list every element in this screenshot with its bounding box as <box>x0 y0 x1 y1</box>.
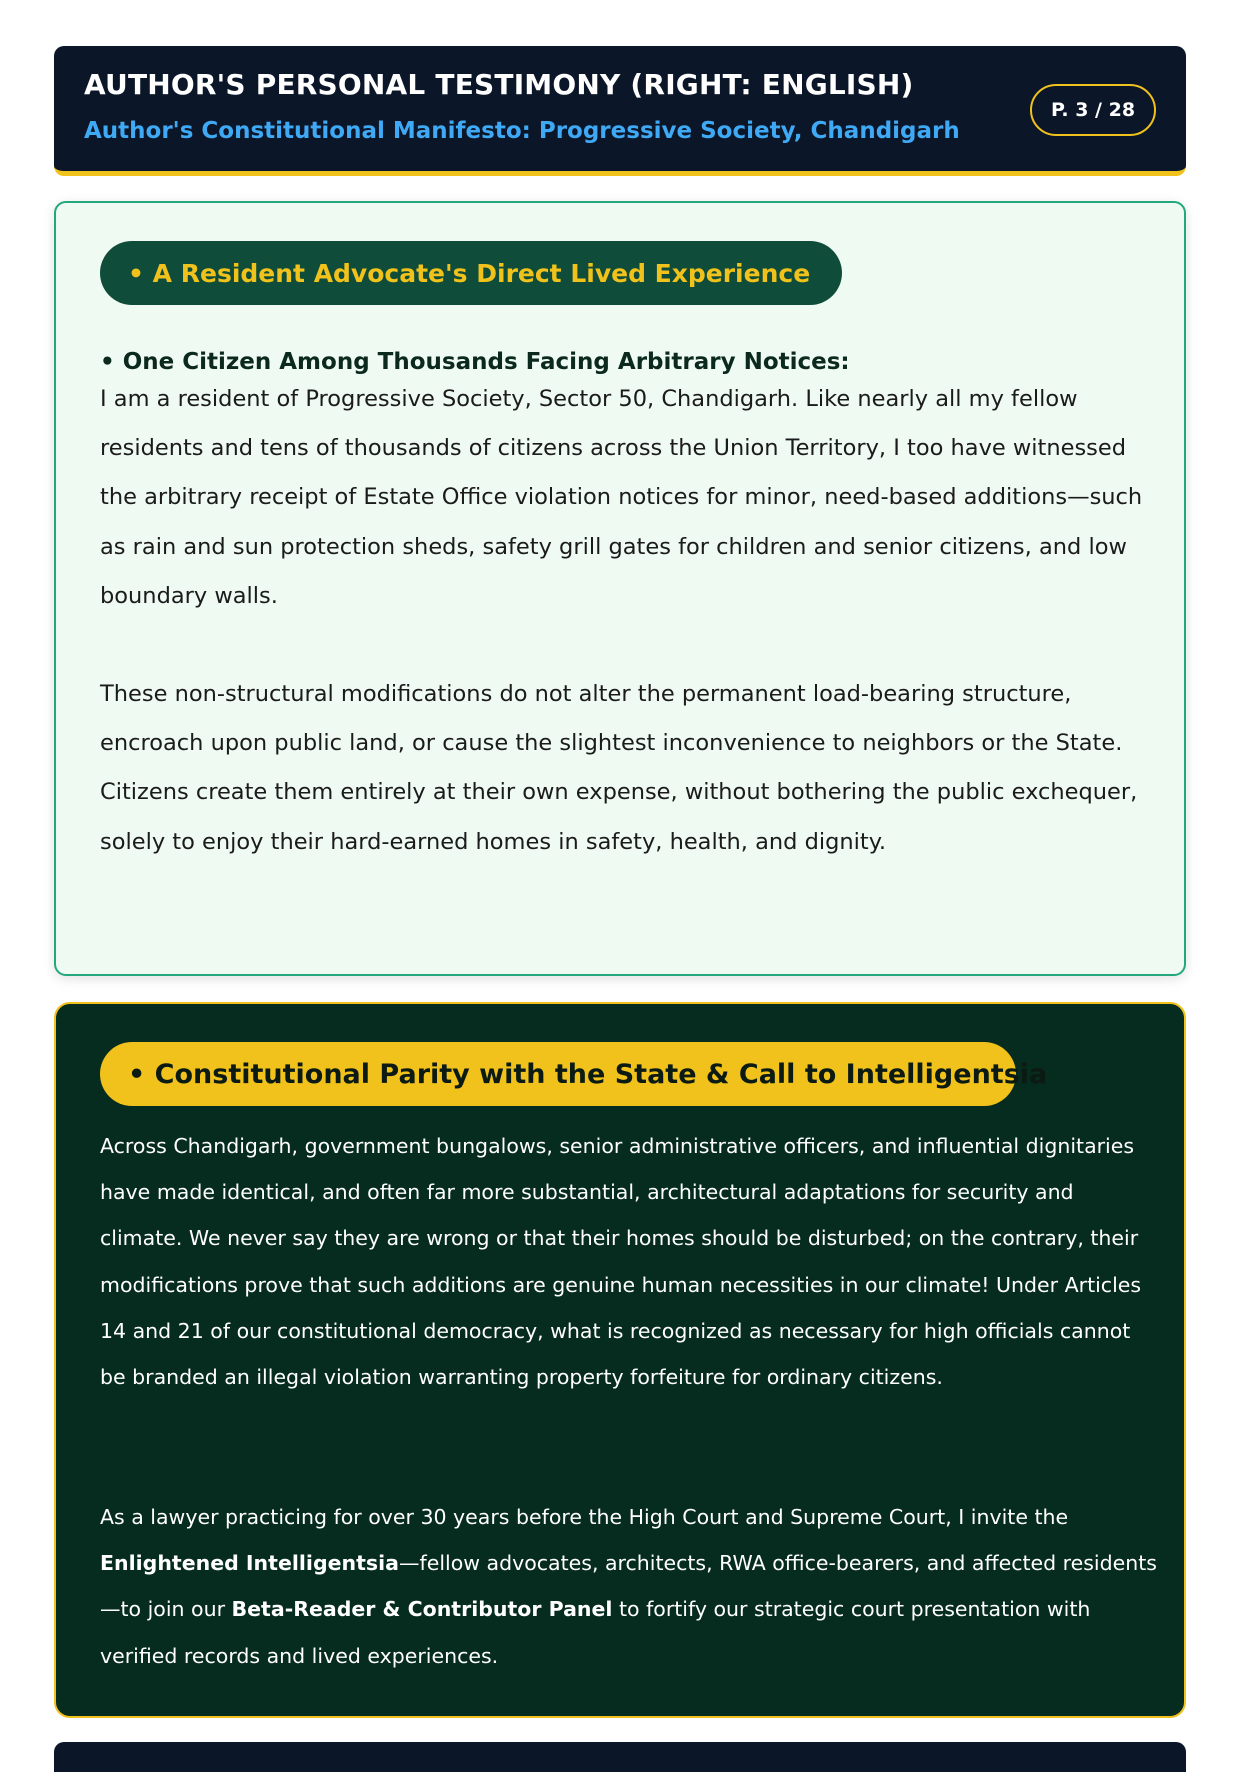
body-paragraph: I am a resident of Progressive Society, Sector 50, Chandigarh. Like nearly all my fellow residents and tens of thousands of citizens across the Union Territory, I too have witnessed the arbitrary receipt of Estate Office violation notices for minor, need-based additions—such as rain and sun protection sheds, safety grill gates for children and senior citizens, and low boundary walls. <box>100 386 1143 609</box>
page-header <box>54 46 1186 176</box>
constitutional-parity-card <box>54 1002 1186 1718</box>
invitation-paragraph <box>100 1494 1160 1679</box>
section-subheading: • One Citizen Among Thousands Facing Arbitrary Notices: <box>100 349 850 375</box>
next-section-header-edge <box>54 1742 1186 1772</box>
header-subtitle: Author's Constitutional Manifesto: Progressive Society, Chandigarh <box>84 118 960 144</box>
emphasis-intelligentsia: Enlightened Intelligentsia <box>100 1551 399 1576</box>
invitation-text: —fellow advocates, architects, RWA office-bearers, and affected residents—to join our <box>100 1551 1157 1622</box>
section-heading-pill: • Constitutional Parity with the State & Call to Intelligentsia <box>100 1042 1016 1106</box>
section-heading-pill: • A Resident Advocate's Direct Lived Experience <box>100 241 842 305</box>
emphasis-contributor-panel: Beta-Reader & Contributor Panel <box>231 1597 613 1622</box>
body-paragraph: Across Chandigarh, government bungalows, senior administrative officers, and influential dignitaries have made identical, and often far more substantial, architectural adaptations for security and climate. We never say they are wrong or that their homes should be disturbed; on the contrary, their modifications prove that such additions are genuine human necessities in our climate! Under Articles 14 and 21 of our constitutional democracy, what is recognized as necessary for high officials cannot be branded an illegal violation warranting property forfeiture for ordinary citizens. <box>100 1134 1142 1390</box>
invitation-text: As a lawyer practicing for over 30 years before the High Court and Supreme Court, I invite the <box>100 1505 1069 1529</box>
page-number-badge: P. 3 / 28 <box>1030 84 1156 136</box>
lived-experience-card <box>54 201 1186 976</box>
body-paragraph: These non-structural modifications do not alter the permanent load-bearing structure, encroach upon public land, or cause the slightest inconvenience to neighbors or the State. Citizens create them entirely at their own expense, without bothering the public exchequer, solely to enjoy their hard-earned homes in safety, health, and dignity. <box>100 681 1138 855</box>
header-title: AUTHOR'S PERSONAL TESTIMONY (RIGHT: ENGLISH) <box>84 68 914 101</box>
invitation-text: to fortify our strategic court presentation with verified records and lived experiences. <box>100 1597 1091 1668</box>
